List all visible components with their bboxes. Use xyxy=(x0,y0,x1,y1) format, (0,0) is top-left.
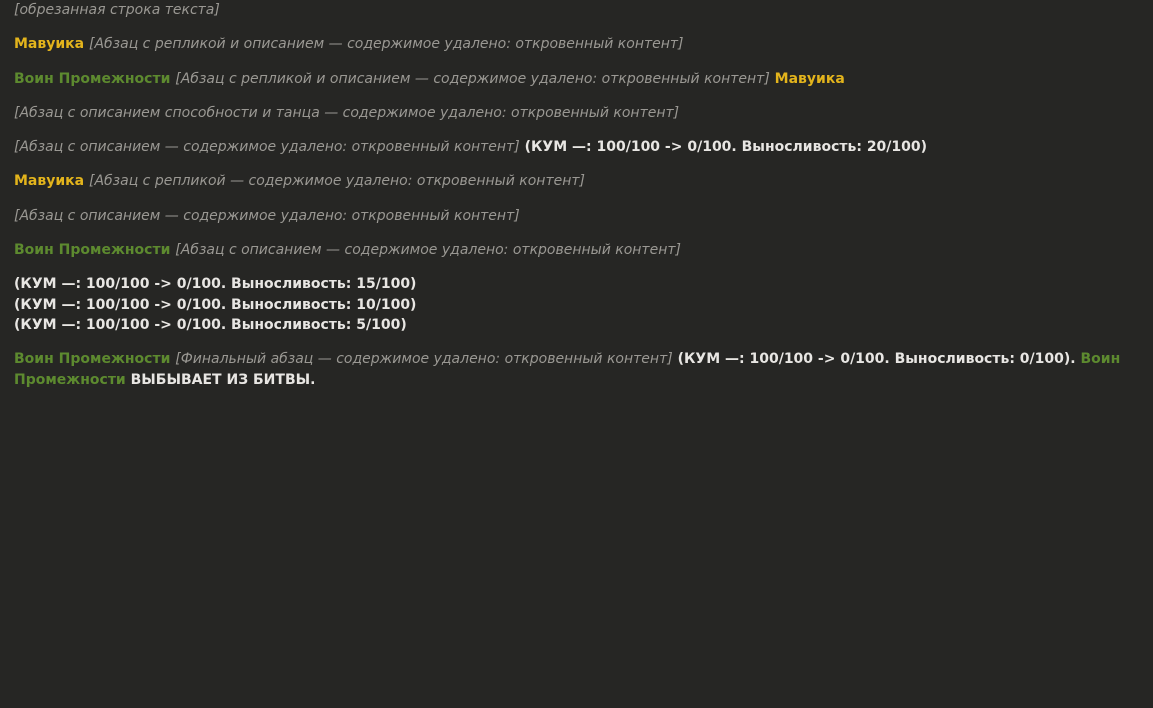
battle-result-text: ВЫБЫВАЕТ ИЗ БИТВЫ. xyxy=(130,371,316,388)
redacted-text: [Абзац с репликой и описанием — содержимое удалено: откровенный контент] xyxy=(175,70,770,87)
paragraph xyxy=(14,137,1139,157)
paragraph xyxy=(14,34,1139,54)
character-name-green: Воин Промежности xyxy=(14,351,1121,388)
stat-line: (КУМ —: 100/100 -> 0/100. Выносливость: 5/100) xyxy=(14,316,407,333)
stat-line: (КУМ —: 100/100 -> 0/100. Выносливость: 0/100). xyxy=(677,351,1076,368)
redacted-text: [Абзац с описанием способности и танца — содержимое удалено: откровенный контент] xyxy=(14,104,680,121)
redacted-text: [Финальный абзац — содержимое удалено: откровенный контент] xyxy=(175,351,673,368)
paragraph xyxy=(14,206,1139,226)
redacted-text: [Абзац с описанием — содержимое удалено: откровенный контент] xyxy=(14,207,520,224)
stat-line: (КУМ —: 100/100 -> 0/100. Выносливость: 20/100) xyxy=(524,139,928,156)
clipped-top-line: [обрезанная строка текста] xyxy=(14,2,220,18)
redacted-text: [Абзац с репликой — содержимое удалено: откровенный контент] xyxy=(89,173,585,190)
character-name-green: Воин Промежности xyxy=(14,242,171,259)
redacted-text: [Абзац с описанием — содержимое удалено: откровенный контент] xyxy=(14,139,520,156)
paragraph xyxy=(14,171,1139,191)
character-name-yellow: Мавуика xyxy=(774,70,845,87)
character-name-green: Воин Промежности xyxy=(14,351,171,368)
paragraph xyxy=(14,69,1139,89)
paragraph xyxy=(14,103,1139,123)
redacted-text: [Абзац с описанием — содержимое удалено: откровенный контент] xyxy=(175,242,681,259)
character-name-green: Воин Промежности xyxy=(14,70,171,87)
stat-line: (КУМ —: 100/100 -> 0/100. Выносливость: 15/100) xyxy=(14,276,417,293)
character-name-yellow: Мавуика xyxy=(14,173,85,190)
stat-line: (КУМ —: 100/100 -> 0/100. Выносливость: 10/100) xyxy=(14,296,417,313)
paragraph xyxy=(14,349,1139,390)
paragraph xyxy=(14,240,1139,260)
stat-block xyxy=(14,274,1139,335)
character-name-yellow: Мавуика xyxy=(14,36,85,53)
redacted-text: [Абзац с репликой и описанием — содержимое удалено: откровенный контент] xyxy=(89,36,684,53)
